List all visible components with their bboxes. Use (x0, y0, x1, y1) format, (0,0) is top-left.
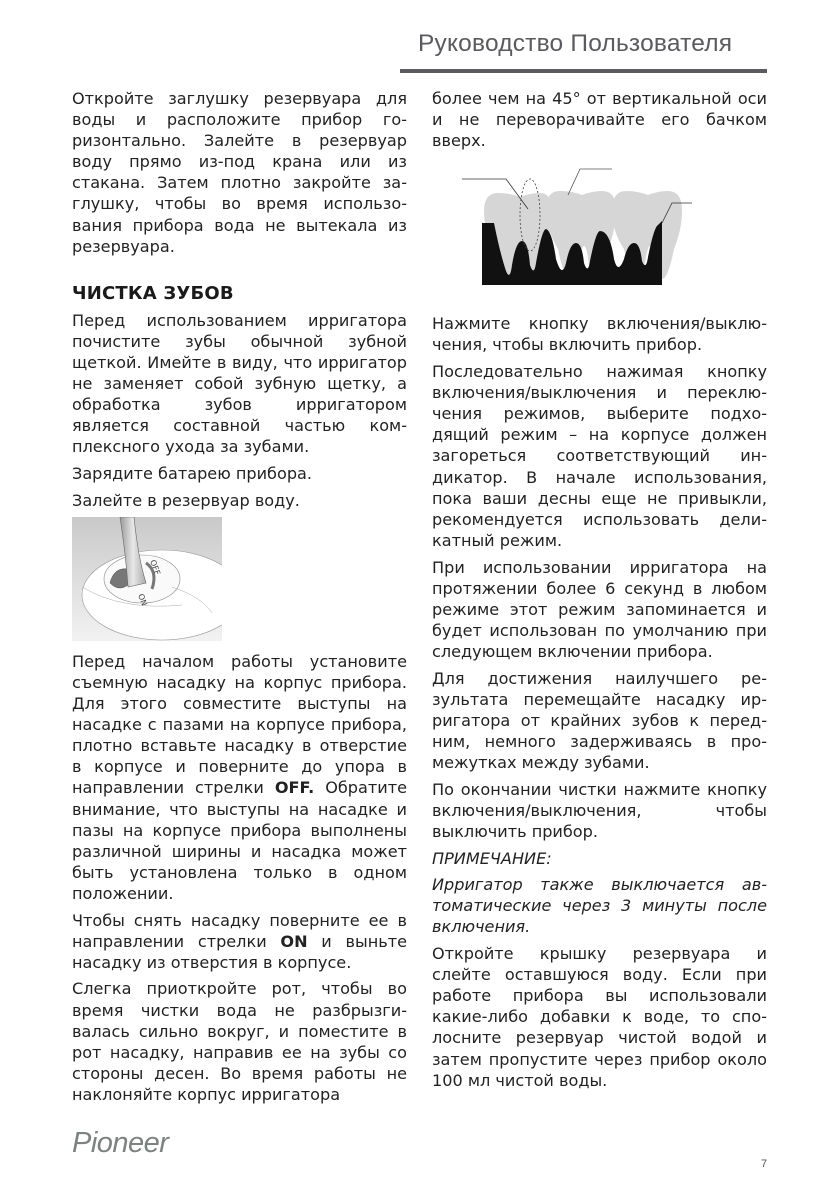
paragraph-tilt-warning: более чем на 45° от вертикальной оси и не переворачивайте его бачком вверх. (432, 89, 767, 151)
teeth-illustration (462, 159, 702, 299)
paragraph-mode-memory: При использовании ирригатора на протяжении более 6 секунд в любом режиме этот режим запоминается и будет использован по умолчанию при следующем включении прибора. (432, 557, 767, 661)
header-divider (400, 69, 767, 73)
paragraph-charge-battery: Зарядите батарею прибора. (72, 464, 313, 484)
on-keyword: ON (280, 931, 308, 951)
note-label: ПРИМЕЧАНИЕ: (432, 848, 552, 868)
paragraph-fill-intro: Откройте заглушку резервуара для воды и расположите прибор горизонтально. Залейте в резервуар воду прямо из-под крана или из стакана. Затем плотно закройте заглушку, чтобы во время использования прибора вода не вытекала из резервуара. (72, 89, 407, 256)
paragraph-before-use: Перед использованием ирригатора почистите зубы обычной зубной щеткой. Имейте в виду, что ирригатор не заменяет собой зубную щетку, а обработка зубов ирригатором является составной частью комплексного ухода за зубами. (72, 310, 407, 457)
paragraph-fill-reservoir: Залейте в резервуар воду. (72, 490, 300, 510)
on-arrow-label: ON (136, 592, 149, 608)
note-text: Ирригатор также выключается автоматические через 3 минуты после включения. (432, 875, 767, 937)
page-header-title: Руководство Пользователя (418, 30, 733, 57)
section-title-teeth-cleaning: ЧИСТКА ЗУБОВ (72, 282, 234, 304)
page-number: 7 (761, 1158, 768, 1170)
irrigator-nozzle-figure (72, 517, 222, 641)
paragraph-power-on: Нажмите кнопку включения/выключения, чтобы включить прибор. (432, 314, 767, 355)
right-column (432, 88, 767, 1096)
paragraph-install-nozzle: Перед началом работы установите съемную насадку на корпус прибора. Для этого совместите выступы на насадке с пазами на корпусе прибора, плотно вставьте насадку в отверстие в корпусе и поверните до упора в направлении стрелки OFF. Обратите внимание, что выступы на насадке и пазы на корпусе прибора выполнены различной ширины и насадка может быть установлена только в одном положении. (72, 651, 407, 903)
paragraph-drain-reservoir: Откройте крышку резервуара и слейте оставшуюся воду. Если при работе прибора вы использовали какие-либо добавки к воде, то сполосните резервуар чистой водой и затем пропустите через прибор около 100 мл чистой воды. (432, 944, 767, 1090)
off-arrow-label: OFF (148, 558, 162, 577)
paragraph-remove-nozzle: Чтобы снять насадку поверните ее в направлении стрелки ON и выньте насадку из отверстия в корпусе. (72, 910, 407, 972)
paragraph-power-off: По окончании чистки нажмите кнопку включения/выключения, чтобы выключить прибор. (432, 779, 767, 841)
paragraph-select-mode: Последовательно нажимая кнопку включения/выключения и переключения режимов, выберите подходящий режим – на корпусе должен загореться соответствующий индикатор. В начале использования, пока ваши десны еще не привыкли, рекомендуется использовать деликатный режим. (432, 362, 767, 550)
paragraph-mouth-position: Слегка приоткройте рот, чтобы во время чистки вода не разбрызгивалась сильно вокруг, и поместите в рот насадку, направив ее на зубы со стороны десен. Во время работы не наклоняйте корпус ирригатора (72, 979, 407, 1104)
off-keyword: OFF. (274, 778, 315, 798)
left-column (72, 88, 407, 1111)
teeth-gums-figure (462, 159, 702, 299)
paragraph-best-result: Для достижения наилучшего результата перемещайте насадку ирригатора от крайних зубов к передним, немного задерживаясь в промежутках между зубами. (432, 668, 767, 772)
irrigator-base-illustration (72, 517, 222, 641)
brand-logo: Pioneer (72, 1127, 169, 1159)
